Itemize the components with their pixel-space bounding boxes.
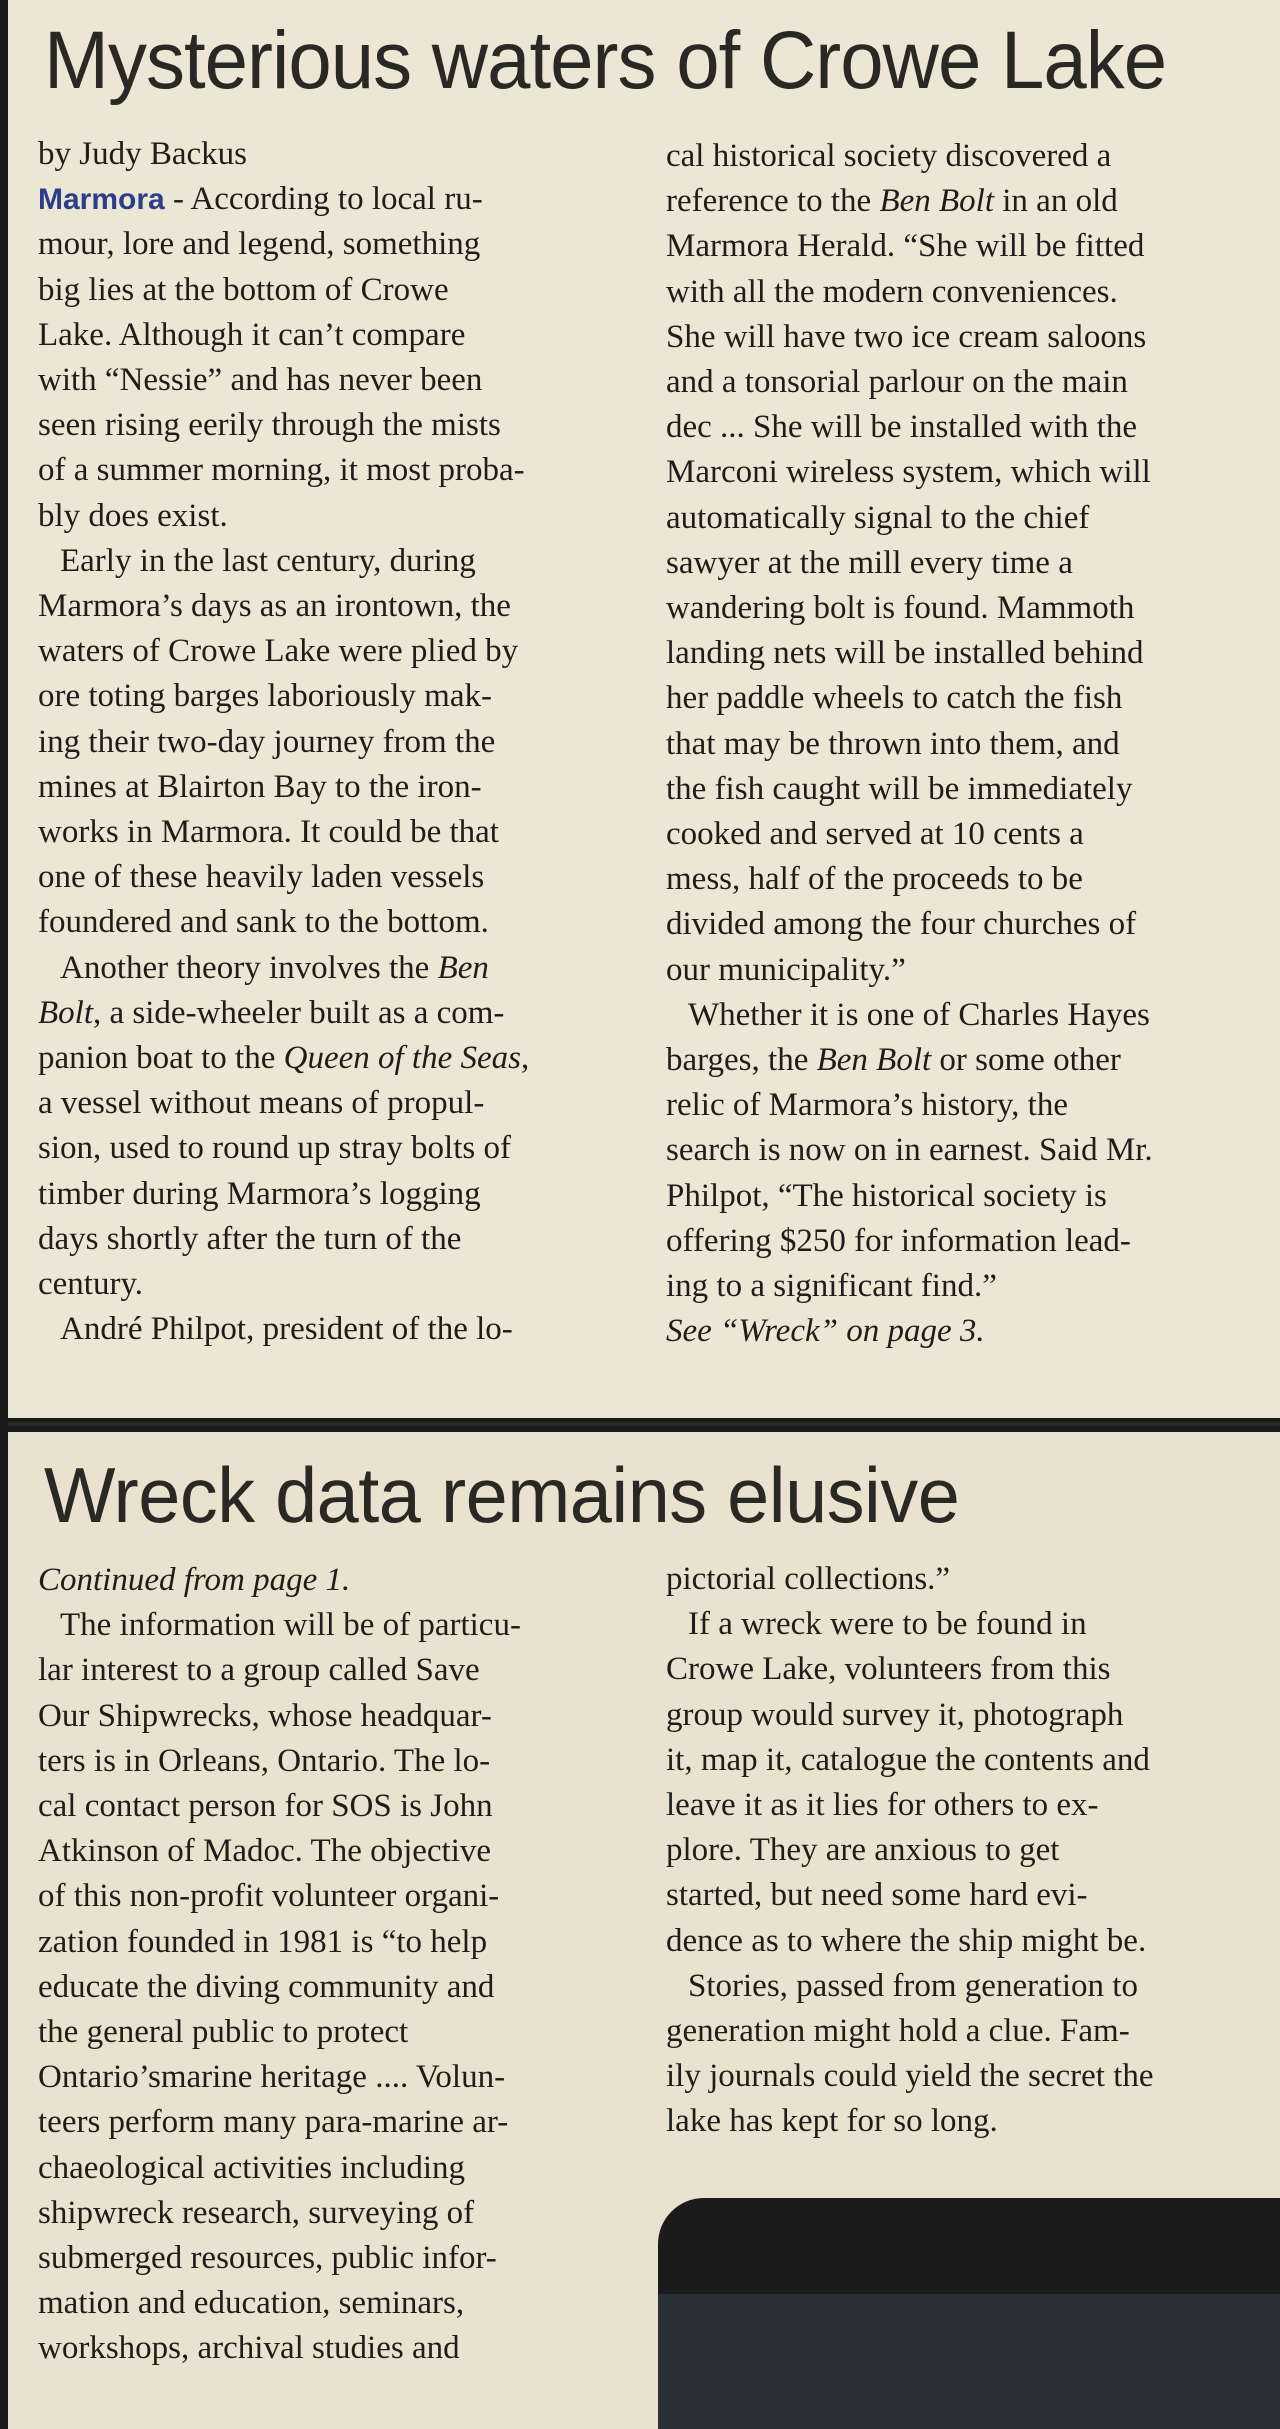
text-line: the general public to protect	[38, 2014, 409, 2051]
text-line: foundered and sank to the bottom.	[38, 904, 489, 941]
text-line: submerged resources, public infor-	[38, 2240, 497, 2277]
background-lower	[658, 2294, 1280, 2429]
text-line: Another theory involves the Ben	[60, 949, 489, 986]
dateline: Marmora	[38, 183, 165, 217]
text-line: group would survey it, photograph	[666, 1696, 1124, 1733]
text-line: landing nets will be installed behind	[666, 635, 1144, 672]
text-line: lar interest to a group called Save	[38, 1652, 480, 1689]
text-line: Marmora - According to local ru-	[38, 181, 483, 218]
background-corner	[658, 2198, 1280, 2429]
text-line: it, map it, catalogue the contents and	[666, 1741, 1150, 1778]
text-line: cal historical society discovered a	[666, 138, 1112, 174]
text-line: bly does exist.	[38, 497, 228, 534]
text-line: leave it as it lies for others to ex-	[666, 1787, 1099, 1824]
text-line: zation founded in 1981 is “to help	[38, 1923, 488, 1960]
text-line: started, but need some hard evi-	[666, 1877, 1088, 1914]
text-line: waters of Crowe Lake were plied by	[38, 633, 519, 670]
text-line: Marmora Herald. “She will be fitted	[666, 228, 1145, 265]
continuation-note: See “Wreck” on page 3.	[666, 1313, 985, 1350]
text-line: mour, lore and legend, something	[38, 226, 481, 263]
clipping-divider	[8, 1422, 1280, 1426]
text-line: Atkinson of Madoc. The objective	[38, 1833, 492, 1870]
text-line: mines at Blairton Bay to the iron-	[38, 768, 482, 805]
top-left-column	[38, 132, 628, 1352]
text-line: If a wreck were to be found in	[688, 1606, 1087, 1643]
text-line: teers perform many para-marine ar-	[38, 2104, 509, 2141]
text-line: cal contact person for SOS is John	[38, 1788, 493, 1825]
text-line: ily journals could yield the secret the	[666, 2058, 1154, 2095]
text-line: relic of Marmora’s history, the	[666, 1087, 1068, 1124]
text-line: generation might hold a clue. Fam-	[666, 2013, 1130, 2050]
text-line: search is now on in earnest. Said Mr.	[666, 1132, 1153, 1169]
text-line: works in Marmora. It could be that	[38, 814, 499, 851]
text-line: of a summer morning, it most proba-	[38, 452, 525, 489]
text-line: lake has kept for so long.	[666, 2103, 998, 2140]
text-line: panion boat to the Queen of the Seas,	[38, 1040, 530, 1077]
text-line: barges, the Ben Bolt or some other	[666, 1042, 1121, 1079]
text-line: wandering bolt is found. Mammoth	[666, 590, 1135, 627]
text-line: days shortly after the turn of the	[38, 1220, 462, 1257]
text-line: Whether it is one of Charles Hayes	[688, 996, 1150, 1033]
text-line: automatically signal to the chief	[666, 499, 1090, 536]
text-line: timber during Marmora’s logging	[38, 1175, 481, 1212]
text-line: She will have two ice cream saloons	[666, 318, 1147, 355]
text-line: mation and education, seminars,	[38, 2285, 465, 2322]
text-line: our municipality.”	[666, 951, 906, 988]
text-line: mess, half of the proceeds to be	[666, 861, 1083, 898]
text-line: chaeological activities including	[38, 2149, 466, 2186]
text-line: Marmora’s days as an irontown, the	[38, 588, 511, 625]
text-line: of this non-profit volunteer organi-	[38, 1878, 500, 1915]
text-line: ore toting barges laboriously mak-	[38, 678, 492, 715]
text-line: and a tonsorial parlour on the main	[666, 364, 1128, 401]
text-line: with “Nessie” and has never been	[38, 362, 483, 399]
text-line: dec ... She will be installed with the	[666, 409, 1138, 446]
text-line: The information will be of particu-	[60, 1607, 521, 1644]
bottom-right-column	[666, 1557, 1266, 2145]
text-line: seen rising eerily through the mists	[38, 407, 501, 444]
text-line: ing their two-day journey from the	[38, 723, 496, 760]
text-line: sawyer at the mill every time a	[666, 544, 1073, 581]
text-line: Ontario’smarine heritage .... Volun-	[38, 2059, 506, 2096]
text-line: one of these heavily laden vessels	[38, 859, 485, 896]
text-line: the fish caught will be immediately	[666, 770, 1133, 807]
text-line: pictorial collections.”	[666, 1561, 951, 1597]
text-line: divided among the four churches of	[666, 906, 1137, 943]
text-line: sion, used to round up stray bolts of	[38, 1130, 511, 1167]
text-line: century.	[38, 1266, 144, 1303]
text-line: Lake. Although it can’t compare	[38, 316, 466, 353]
text-line: Marconi wireless system, which will	[666, 454, 1151, 491]
continued-note: Continued from page 1.	[38, 1562, 351, 1598]
text-line: Stories, passed from generation to	[688, 1967, 1138, 2004]
bottom-left-column	[38, 1558, 628, 2372]
headline-top: Mysterious waters of Crowe Lake	[44, 15, 1167, 106]
text-line: Philpot, “The historical society is	[666, 1177, 1107, 1214]
text-line: her paddle wheels to catch the fish	[666, 680, 1123, 717]
byline: by Judy Backus	[38, 136, 247, 172]
text-line: Bolt, a side-wheeler built as a com-	[38, 994, 505, 1031]
text-line: shipwreck research, surveying of	[38, 2194, 475, 2231]
text-line: a vessel without means of propul-	[38, 1085, 485, 1122]
text-line: workshops, archival studies and	[38, 2330, 460, 2367]
text-line: that may be thrown into them, and	[666, 725, 1120, 762]
text-line: Our Shipwrecks, whose headquar-	[38, 1697, 492, 1734]
text-line: Crowe Lake, volunteers from this	[666, 1651, 1111, 1688]
text-line: dence as to where the ship might be.	[666, 1922, 1147, 1959]
text-line: André Philpot, president of the lo-	[60, 1311, 513, 1348]
top-right-column	[666, 134, 1266, 1354]
text-line: educate the diving community and	[38, 1968, 495, 2005]
text-line: big lies at the bottom of Crowe	[38, 271, 449, 308]
text-line: ters is in Orleans, Ontario. The lo-	[38, 1742, 491, 1779]
text-line: Early in the last century, during	[60, 542, 476, 579]
text-line: with all the modern conveniences.	[666, 273, 1118, 310]
text-line: offering $250 for information lead-	[666, 1222, 1131, 1259]
text-line: cooked and served at 10 cents a	[666, 816, 1084, 853]
text-line: reference to the Ben Bolt in an old	[666, 183, 1118, 220]
text-line: ing to a significant find.”	[666, 1268, 997, 1305]
headline-bottom: Wreck data remains elusive	[44, 1451, 960, 1539]
text-line: plore. They are anxious to get	[666, 1832, 1060, 1869]
